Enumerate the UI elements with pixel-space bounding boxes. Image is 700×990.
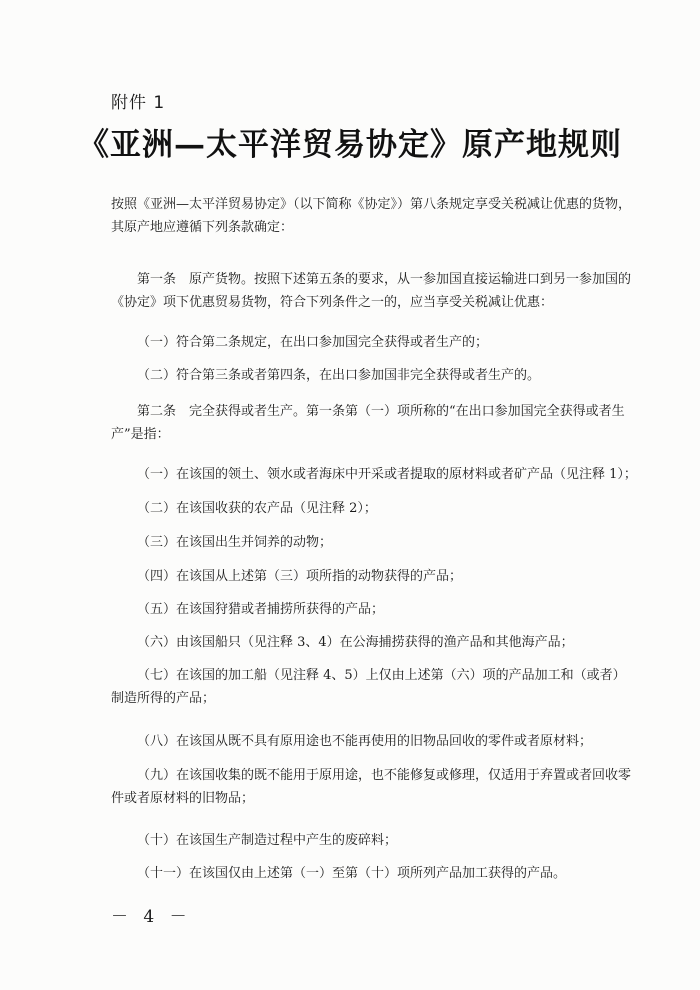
attachment-label: 附件 1: [111, 93, 166, 113]
list-item-5-text: （五）在该国狩猎或者捕捞所获得的产品；: [137, 602, 385, 617]
list-item-3: [111, 531, 593, 554]
list-item-7: [111, 664, 626, 710]
intro-line-2: 其原产地应遵循下列条款确定：: [111, 220, 294, 235]
article-1-item-2-text: （二）符合第三条或者第四条，在出口参加国非完全获得或者生产的。: [137, 368, 541, 383]
article-1-line-1: 第一条 原产货物。按照下述第五条的要求，从一参加国直接运输进口到另一参加国的: [137, 272, 632, 287]
list-item-7-line-2: 制造所得的产品；: [111, 691, 216, 706]
list-item-6: [111, 631, 593, 654]
intro-line-1: 按照《亚洲—太平洋贸易协定》（以下简称《协定》）第八条规定享受关税减让优惠的货物，: [111, 197, 632, 212]
article-1-line-2: 《协定》项下优惠贸易货物，符合下列条件之一的，应当享受关税减让优惠：: [111, 295, 554, 310]
list-item-9: [111, 764, 632, 810]
article-2-line-1: 第二条 完全获得或者生产。第一条第（一）项所称的“在出口参加国完全获得或者生: [137, 404, 625, 419]
article-1-item-2: [111, 364, 593, 387]
article-2-line-2: 产”是指：: [111, 427, 170, 442]
list-item-9-line-1: （九）在该国收集的既不能用于原用途，也不能修复或修理，仅适用于弃置或者回收零: [137, 768, 632, 783]
list-item-11: [111, 862, 593, 885]
list-item-4: [111, 565, 593, 588]
page-number: － 4 －: [111, 907, 192, 927]
article-1-paragraph: [111, 268, 632, 314]
list-item-4-text: （四）在该国从上述第（三）项所指的动物获得的产品；: [137, 569, 463, 584]
list-item-2-text: （二）在该国收获的农产品（见注释 2）；: [137, 501, 377, 516]
list-item-6-text: （六）由该国船只（见注释 3、4）在公海捕捞获得的渔产品和其他海产品；: [137, 635, 574, 650]
list-item-8: [111, 730, 593, 753]
list-item-7-line-1: （七）在该国的加工船（见注释 4、5）上仅由上述第（六）项的产品加工和（或者）: [137, 668, 626, 683]
list-item-2: [111, 497, 593, 520]
article-1-item-1: [111, 331, 593, 354]
list-item-1: [111, 463, 637, 486]
list-item-8-text: （八）在该国从既不具有原用途也不能再使用的旧物品回收的零件或者原材料；: [137, 734, 593, 749]
document-title: 《亚洲—太平洋贸易协定》原产地规则: [78, 127, 622, 163]
list-item-11-text: （十一）在该国仅由上述第（一）至第（十）项所列产品加工获得的产品。: [137, 866, 567, 881]
list-item-10-text: （十）在该国生产制造过程中产生的废碎料；: [137, 833, 398, 848]
list-item-9-line-2: 件或者原材料的旧物品；: [111, 791, 255, 806]
list-item-3-text: （三）在该国出生并饲养的动物；: [137, 535, 333, 550]
list-item-5: [111, 598, 593, 621]
list-item-1-text: （一）在该国的领土、领水或者海床中开采或者提取的原材料或者矿产品（见注释 1）；: [137, 467, 637, 482]
article-1-item-1-text: （一）符合第二条规定，在出口参加国完全获得或者生产的；: [137, 335, 489, 350]
article-2-paragraph: [111, 400, 625, 446]
intro-paragraph: [111, 193, 632, 239]
list-item-10: [111, 829, 593, 852]
